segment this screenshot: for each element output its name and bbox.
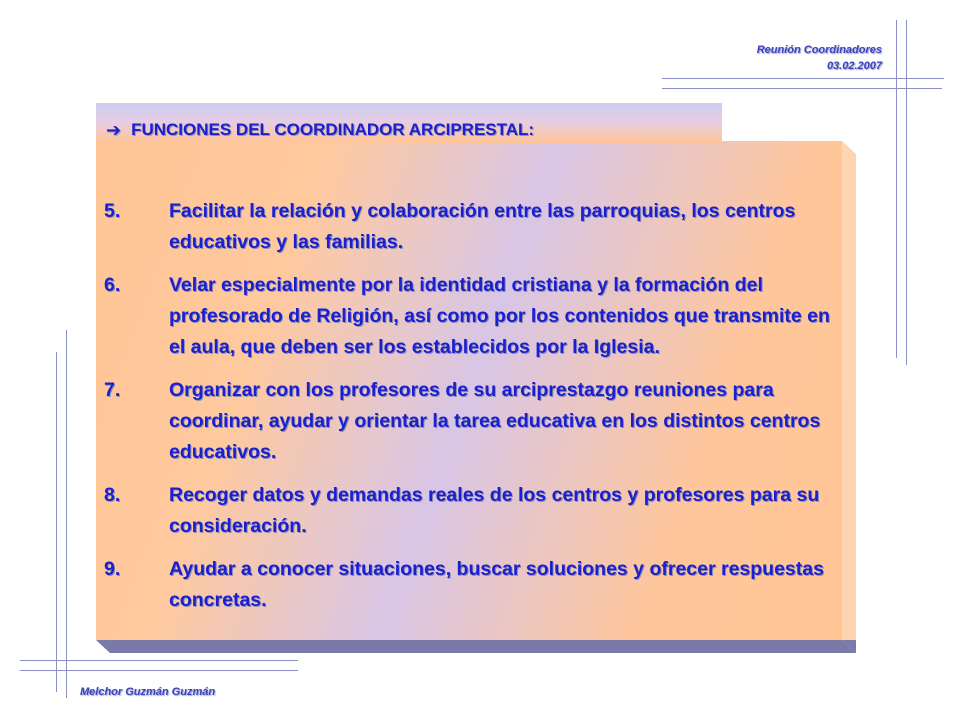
frame-line-left-1	[56, 352, 57, 692]
list-item	[104, 554, 844, 616]
frame-line-top-2	[662, 88, 942, 89]
list-item	[104, 196, 844, 258]
item-number: 6.	[104, 274, 121, 296]
item-text: Recoger datos y demandas reales de los centros y profesores para su consideración.	[169, 484, 820, 537]
section-title-text: FUNCIONES DEL COORDINADOR ARCIPRESTAL:	[131, 120, 535, 139]
list-item	[104, 480, 844, 542]
section-title	[106, 120, 534, 140]
list-item	[104, 375, 844, 468]
frame-line-bottom-1	[20, 660, 298, 661]
list-item	[104, 270, 844, 363]
item-text: Facilitar la relación y colaboración entre las parroquias, los centros educativos y las familias.	[169, 200, 796, 253]
item-number: 9.	[104, 558, 121, 580]
frame-line-top-1	[662, 78, 944, 79]
item-number: 7.	[104, 379, 121, 401]
frame-line-right-1	[896, 20, 897, 358]
item-text: Organizar con los profesores de su arciprestazgo reuniones para coordinar, ayudar y orientar la tarea educativa en los distintos centros educativos.	[169, 379, 821, 463]
item-number: 8.	[104, 484, 121, 506]
item-text: Velar especialmente por la identidad cristiana y la formación del profesorado de Religión, así como por los contenidos que transmite en el aula, que deben ser los establecidos por la Iglesia.	[169, 274, 830, 358]
item-text: Ayudar a conocer situaciones, buscar soluciones y ofrecer respuestas concretas.	[169, 558, 824, 611]
functions-list	[104, 196, 844, 628]
author-name: Melchor Guzmán Guzmán	[80, 686, 216, 698]
frame-line-left-2	[66, 330, 67, 698]
meeting-date: 03.02.2007	[826, 60, 882, 72]
arrow-right-icon: ➔	[106, 120, 122, 140]
frame-line-right-2	[906, 20, 907, 365]
meeting-title: Reunión Coordinadores	[756, 44, 882, 56]
frame-line-bottom-2	[20, 670, 298, 671]
item-number: 5.	[104, 200, 121, 222]
